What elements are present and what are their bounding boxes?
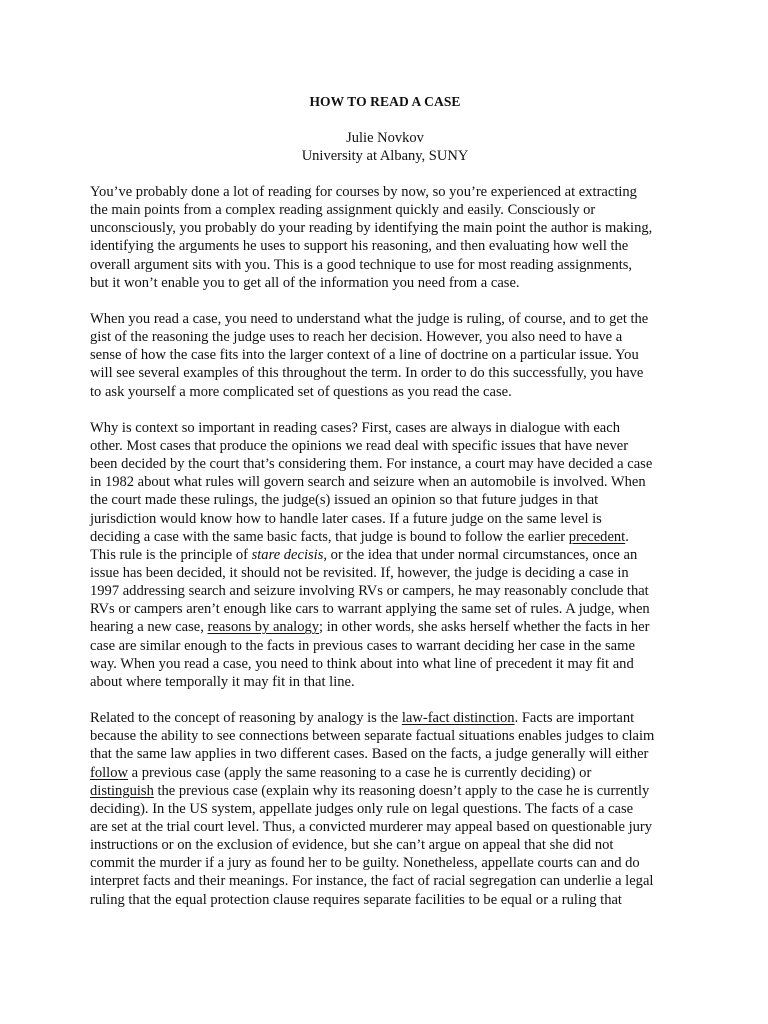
- text-run: to ask yourself a more complicated set of questions as you read the case.: [90, 383, 512, 400]
- author-block: [90, 129, 680, 165]
- text-run: jurisdiction would know how to handle later cases. If a future judge on the same level is: [90, 510, 602, 527]
- text-line: [90, 836, 680, 854]
- text-line: [90, 854, 680, 872]
- text-run: been decided by the court that’s considering them. For instance, a court may have decided a case: [90, 456, 653, 473]
- text-run: interpret facts and their meanings. For instance, the fact of racial segregation can underlie a legal: [90, 873, 654, 890]
- text-run: because the ability to see connections between separate factual situations enables judges to claim: [90, 728, 655, 745]
- text-line: [90, 637, 680, 655]
- text-run: a previous case (apply the same reasoning to a case he is currently deciding) or: [127, 764, 592, 781]
- text-line: [90, 564, 680, 582]
- text-run: but it won’t enable you to get all of the information you need from a case.: [90, 274, 520, 291]
- text-line: [90, 528, 680, 546]
- text-run: identifying the arguments he uses to support his reasoning, and then evaluating how well the: [90, 238, 629, 255]
- text-run: .: [625, 528, 629, 545]
- text-run: deciding a case with the same basic facts, that judge is bound to follow the earlier: [90, 528, 569, 545]
- text-line: [90, 256, 680, 274]
- text-line: [90, 745, 680, 763]
- text-line: [90, 546, 680, 564]
- text-line: [90, 491, 680, 509]
- text-line: [90, 473, 680, 491]
- text-line: [90, 600, 680, 618]
- text-line: [90, 872, 680, 890]
- author-affiliation: University at Albany, SUNY: [301, 148, 469, 164]
- text-line: [90, 891, 680, 909]
- text-run: , or the idea that under normal circumstances, once an: [323, 546, 638, 563]
- text-line: [90, 328, 680, 346]
- text-line: [90, 183, 680, 201]
- text-run: 1997 addressing search and seizure involving RVs or campers, he may reasonably conclude that: [90, 583, 649, 600]
- text-line: [90, 818, 680, 836]
- text-run: that the same law applies in two different cases. Based on the facts, a judge generally will either: [90, 746, 649, 763]
- text-run: other. Most cases that produce the opinions we read deal with specific issues that have never: [90, 437, 629, 454]
- text-run: the main points from a complex reading assignment quickly and easily. Consciously or: [90, 202, 596, 219]
- text-run: . Facts are important: [514, 710, 635, 727]
- text-run: Why is context so important in reading cases? First, cases are always in dialogue with each: [90, 419, 620, 436]
- text-line: [90, 346, 680, 364]
- document-title: HOW TO READ A CASE: [309, 94, 461, 109]
- text-line: [90, 455, 680, 473]
- text-line: [90, 764, 680, 782]
- text-run: in 1982 about what rules will govern search and seizure when an automobile is involved. When: [90, 474, 646, 491]
- text-run: instructions or on the exclusion of evidence, but she can’t argue on appeal that she did not: [90, 837, 614, 854]
- text-run: hearing a new case,: [90, 619, 208, 636]
- text-line: [90, 437, 680, 455]
- text-line: [90, 709, 680, 727]
- paragraph: [90, 419, 680, 691]
- text-line: [90, 655, 680, 673]
- text-run: gist of the reasoning the judge uses to reach her decision. However, you also need to have a: [90, 329, 623, 346]
- text-run: are set at the trial court level. Thus, a convicted murderer may appeal based on questionable jury: [90, 819, 653, 835]
- text-run: the previous case (explain why its reasoning doesn’t apply to the case he is currently: [153, 782, 650, 799]
- text-run: about where temporally it may fit in that line.: [90, 673, 355, 690]
- text-run: sense of how the case fits into the larger context of a line of doctrine on a particular issue. You: [90, 347, 639, 364]
- paragraph: [90, 183, 680, 292]
- text-line: [90, 673, 680, 691]
- underlined-term: distinguish: [90, 782, 154, 799]
- text-line: [90, 201, 680, 219]
- text-run: way. When you read a case, you need to think about into what line of precedent it may fit and: [90, 655, 634, 672]
- text-run: This rule is the principle of: [90, 546, 252, 563]
- text-run: commit the murder if a jury as found her to be guilty. Nonetheless, appellate courts can and do: [90, 855, 640, 872]
- paragraph: [90, 709, 680, 909]
- underlined-term: precedent: [568, 528, 626, 545]
- text-line: [90, 782, 680, 800]
- text-run: issue has been decided, it should not be revisited. If, however, the judge is deciding a case in: [90, 564, 629, 581]
- text-line: [90, 274, 680, 292]
- text-run: unconsciously, you probably do your reading by identifying the main point the author is making,: [90, 220, 653, 237]
- text-line: [90, 800, 680, 818]
- document-content: [90, 93, 680, 909]
- underlined-term: follow: [90, 764, 128, 781]
- text-run: ruling that the equal protection clause requires separate facilities to be equal or a ruling that: [90, 891, 622, 908]
- text-line: [90, 618, 680, 636]
- text-run: When you read a case, you need to understand what the judge is ruling, of course, and to get the: [90, 310, 649, 327]
- text-run: will see several examples of this throughout the term. In order to do this successfully, you have: [90, 365, 644, 382]
- underlined-term: reasons by analogy: [207, 619, 320, 636]
- text-run: You’ve probably done a lot of reading for courses by now, so you’re experienced at extracting: [90, 184, 637, 200]
- text-line: [90, 383, 680, 401]
- text-run: deciding). In the US system, appellate judges only rule on legal questions. The facts of a case: [90, 800, 634, 817]
- text-line: [90, 364, 680, 382]
- paragraph: [90, 310, 680, 401]
- text-run: ; in other words, she asks herself whether the facts in her: [319, 619, 650, 636]
- text-line: [90, 727, 680, 745]
- text-line: [90, 419, 680, 437]
- italic-term: stare decisis: [251, 546, 324, 563]
- text-line: [90, 582, 680, 600]
- text-line: [90, 219, 680, 237]
- text-run: RVs or campers aren’t enough like cars to warrant applying the same set of rules. A judge, when: [90, 601, 650, 618]
- text-line: [90, 310, 680, 328]
- body-text: [90, 183, 680, 909]
- text-run: case are similar enough to the facts in previous cases to warrant deciding her case in the same: [90, 637, 635, 654]
- text-run: overall argument sits with you. This is a good technique to use for most reading assignments,: [90, 256, 633, 273]
- author-name: Julie Novkov: [346, 130, 424, 146]
- text-line: [90, 237, 680, 255]
- text-run: the court made these rulings, the judge(s) issued an opinion so that future judges in that: [90, 492, 599, 509]
- text-line: [90, 510, 680, 528]
- underlined-term: law-fact distinction: [401, 710, 515, 727]
- text-run: Related to the concept of reasoning by analogy is the: [90, 710, 402, 727]
